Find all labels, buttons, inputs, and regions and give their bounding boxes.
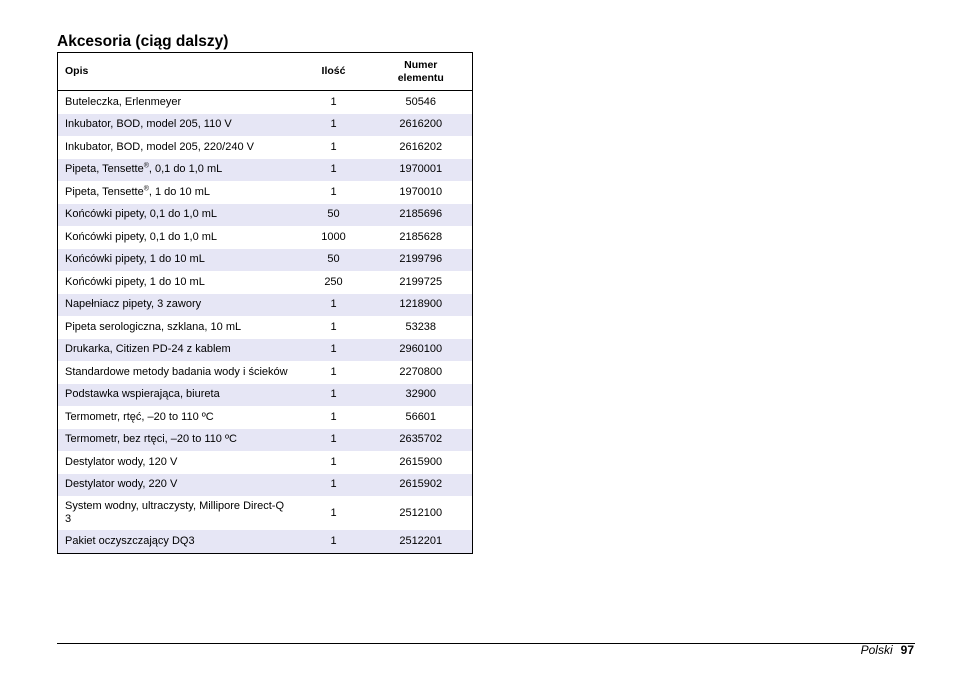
row-quantity: 1	[330, 95, 337, 108]
row-quantity: 1	[298, 474, 370, 497]
row-quantity: 1	[330, 455, 337, 468]
table-row	[58, 474, 473, 497]
table-row	[58, 226, 473, 249]
footer-language: Polski	[860, 643, 893, 657]
table-row	[58, 249, 473, 272]
table-row	[58, 451, 473, 474]
table-row	[58, 159, 473, 182]
registered-mark: ®	[143, 162, 149, 170]
row-description-text: Pipeta, Tensette	[65, 185, 144, 198]
header-description: Opis	[58, 53, 298, 91]
table-row	[58, 361, 473, 384]
row-item-number: 2635702	[370, 429, 473, 452]
row-quantity: 1000	[321, 230, 346, 243]
table-row	[58, 181, 473, 204]
header-quantity: Ilość	[298, 53, 370, 91]
row-item-number: 2512100	[399, 506, 443, 519]
row-quantity: 1	[330, 140, 337, 153]
header-item-number-line1: Numer	[404, 58, 438, 71]
table-row	[58, 204, 473, 227]
row-description: Termometr, bez rtęci, –20 to 110 ºC	[58, 429, 298, 452]
table-header-row	[58, 53, 473, 91]
row-quantity: 1	[298, 294, 370, 317]
row-quantity: 1	[330, 410, 337, 423]
table-row	[58, 496, 473, 530]
row-item-number: 1218900	[370, 294, 473, 317]
row-description-text: , 1 do 10 mL	[148, 185, 211, 198]
row-item-number: 1970001	[370, 159, 473, 182]
row-description: Inkubator, BOD, model 205, 220/240 V	[65, 140, 254, 153]
row-item-number: 2270800	[399, 365, 443, 378]
table-row	[58, 136, 473, 159]
accessories-table	[57, 52, 473, 554]
header-item-number	[370, 53, 473, 91]
row-description: Końcówki pipety, 1 do 10 mL	[58, 249, 298, 272]
row-item-number: 2960100	[370, 339, 473, 362]
footer-page-number: 97	[900, 643, 914, 657]
row-item-number: 2199725	[399, 275, 443, 288]
row-item-number: 2616202	[399, 140, 443, 153]
row-quantity: 1	[298, 530, 370, 553]
table-row	[58, 294, 473, 317]
row-item-number: 2512201	[370, 530, 473, 553]
row-description-text: Pipeta, Tensette	[65, 163, 144, 176]
row-description: Końcówki pipety, 0,1 do 1,0 mL	[58, 204, 298, 227]
row-quantity: 50	[298, 204, 370, 227]
row-description: Termometr, rtęć, –20 to 110 ºC	[65, 410, 214, 423]
row-description: Końcówki pipety, 1 do 10 mL	[65, 275, 205, 288]
row-item-number: 2615900	[399, 455, 443, 468]
row-item-number: 2615902	[370, 474, 473, 497]
table-row	[58, 530, 473, 553]
footer-divider	[57, 643, 915, 644]
row-description: Buteleczka, Erlenmeyer	[65, 95, 182, 108]
table-row	[58, 384, 473, 407]
row-item-number: 2185696	[370, 204, 473, 227]
row-quantity: 1	[330, 506, 337, 519]
table-row	[58, 91, 473, 114]
row-item-number: 2199796	[370, 249, 473, 272]
row-item-number: 53238	[405, 320, 437, 333]
row-description-text: , 0,1 do 1,0 mL	[148, 163, 223, 176]
row-item-number: 32900	[370, 384, 473, 407]
row-description	[58, 181, 298, 204]
registered-mark: ®	[143, 185, 149, 193]
row-description	[58, 159, 298, 182]
row-description: Drukarka, Citizen PD-24 z kablem	[58, 339, 298, 362]
row-quantity: 1	[298, 429, 370, 452]
table-row	[58, 406, 473, 429]
header-item-number-line2: elementu	[397, 71, 444, 84]
row-quantity: 50	[298, 249, 370, 272]
row-description: Standardowe metody badania wody i ścieków	[65, 365, 288, 378]
row-item-number: 2185628	[399, 230, 443, 243]
row-quantity: 1	[298, 339, 370, 362]
table-row	[58, 429, 473, 452]
row-quantity: 1	[298, 159, 370, 182]
row-quantity: 1	[330, 185, 337, 198]
row-description: Destylator wody, 220 V	[58, 474, 298, 497]
row-description: Pipeta serologiczna, szklana, 10 mL	[65, 320, 242, 333]
row-item-number: 1970010	[399, 185, 443, 198]
row-description: Destylator wody, 120 V	[65, 455, 178, 468]
table-row	[58, 339, 473, 362]
row-item-number: 50546	[405, 95, 437, 108]
row-quantity: 1	[298, 114, 370, 137]
row-description: System wodny, ultraczysty, Millipore Direct-Q 3	[65, 500, 285, 525]
row-description: Końcówki pipety, 0,1 do 1,0 mL	[65, 230, 218, 243]
row-description: Podstawka wspierająca, biureta	[58, 384, 298, 407]
row-description: Napełniacz pipety, 3 zawory	[58, 294, 298, 317]
row-item-number: 56601	[405, 410, 437, 423]
page-title: Akcesoria (ciąg dalszy)	[57, 33, 229, 50]
row-quantity: 1	[298, 384, 370, 407]
table-row	[58, 271, 473, 294]
row-quantity: 250	[324, 275, 343, 288]
row-description: Inkubator, BOD, model 205, 110 V	[58, 114, 298, 137]
table-row	[58, 114, 473, 137]
row-item-number: 2616200	[370, 114, 473, 137]
page-footer	[861, 643, 914, 657]
row-quantity: 1	[330, 320, 337, 333]
row-description: Pakiet oczyszczający DQ3	[58, 530, 298, 553]
table-row	[58, 316, 473, 339]
row-quantity: 1	[330, 365, 337, 378]
